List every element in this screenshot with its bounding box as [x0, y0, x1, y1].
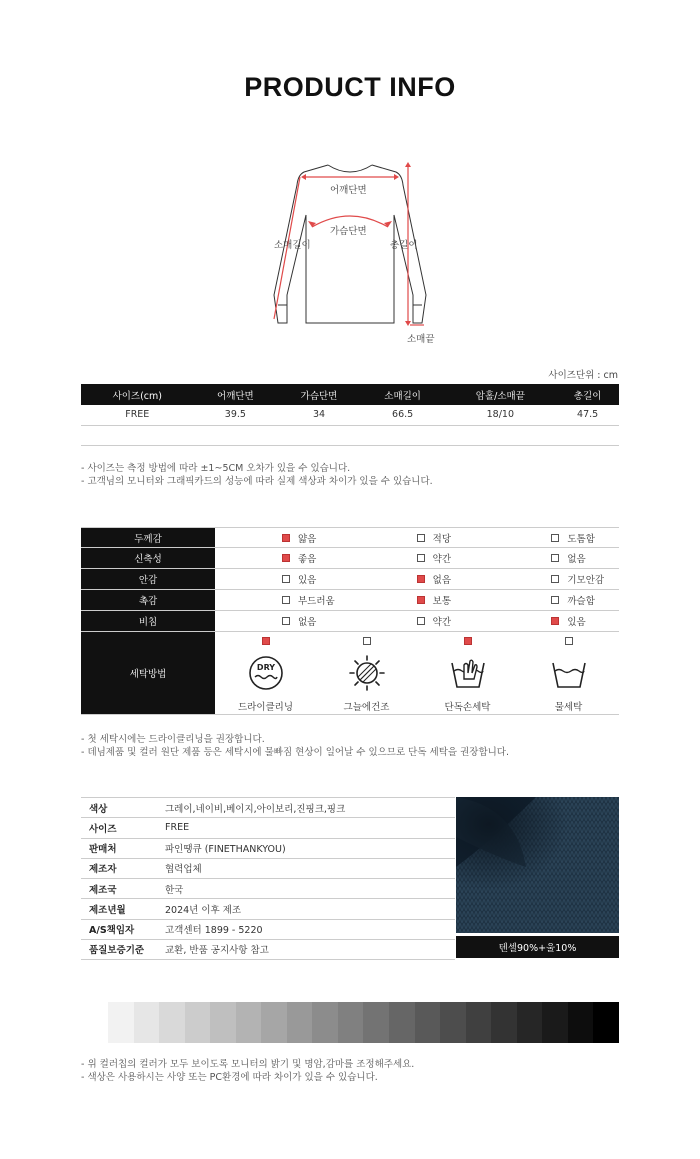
shoulder-label: 어깨단면: [330, 185, 367, 196]
note-line: - 색상은 사용하시는 사양 또는 PC환경에 따라 차이가 있을 수 있습니다.: [81, 1071, 378, 1083]
attribute-option: [484, 611, 619, 631]
option-label: 보통: [432, 596, 452, 607]
note-line: - 고객님의 모니터와 그래픽카드의 성능에 따라 실제 색상과 차이가 있을 수 있습니다.: [81, 475, 433, 487]
table-row: [81, 919, 455, 939]
attribute-label: 신축성: [81, 548, 215, 568]
gray-chip: [415, 1002, 441, 1043]
table-row: [81, 879, 455, 899]
wash-label: 단독손세탁: [444, 702, 491, 713]
attribute-option: [484, 590, 619, 610]
checkbox-icon: [551, 575, 559, 583]
checkbox-icon: [417, 554, 425, 562]
attribute-label: 촉감: [81, 590, 215, 610]
gray-chip: [185, 1002, 211, 1043]
info-key: 품질보증기준: [81, 939, 165, 959]
checkbox-icon: [551, 554, 559, 562]
info-value: 파인땡큐 (FINETHANKYOU): [165, 838, 455, 858]
table-row: [81, 939, 455, 959]
gray-chip: [517, 1002, 543, 1043]
info-value: 그레이,네이비,베이지,아이보리,진핑크,핑크: [165, 798, 455, 818]
info-key: 제조자: [81, 858, 165, 878]
info-value: 교환, 반품 공지사항 참고: [165, 939, 455, 959]
option-label: 있음: [567, 617, 586, 628]
size-cell: 47.5: [556, 405, 619, 425]
size-unit: 사이즈단위 : cm: [548, 370, 618, 381]
info-value: 한국: [165, 879, 455, 899]
attribute-option: [350, 569, 485, 589]
checkbox-icon: [282, 575, 290, 583]
size-table-header: [81, 384, 619, 405]
checkbox-icon: [282, 554, 290, 562]
checkbox-icon: [551, 534, 559, 542]
gray-chip: [440, 1002, 466, 1043]
attribute-option: [484, 569, 619, 589]
attribute-option: [215, 590, 350, 610]
gray-chip: [159, 1002, 185, 1043]
gray-chip: [210, 1002, 236, 1043]
size-header-cell: 소매길이: [361, 384, 445, 405]
size-header-cell: 가슴단면: [277, 384, 361, 405]
size-cell: 66.5: [361, 405, 445, 425]
bottom-notes: [81, 1059, 414, 1084]
wash-method: [215, 632, 316, 714]
info-value: 협력업체: [165, 858, 455, 878]
checkbox-icon: [551, 596, 559, 604]
attribute-option: [350, 548, 485, 568]
fabric-swatch-image: [456, 797, 619, 933]
attribute-option: [215, 569, 350, 589]
size-header-cell: 총길이: [556, 384, 619, 405]
size-table: [81, 384, 619, 426]
dry-clean-icon: [246, 653, 286, 693]
option-label: 없음: [567, 554, 586, 565]
gray-chip: [363, 1002, 389, 1043]
table-row: [81, 899, 455, 919]
attribute-row-thickness: [81, 527, 619, 548]
attribute-row-washing: [81, 632, 619, 715]
note-line: - 데님제품 및 컬러 원단 제품 등은 세탁시에 물빠짐 현상이 일어날 수 있으므로 단독 세탁을 권장합니다.: [81, 746, 510, 758]
note-line: - 사이즈는 측정 방법에 따라 ±1~5CM 오차가 있을 수 있습니다.: [81, 463, 351, 474]
gray-chip: [287, 1002, 313, 1043]
checkbox-icon: [417, 534, 425, 542]
checkbox-icon: [417, 596, 425, 604]
attribute-option: [215, 548, 350, 568]
gray-chip: [338, 1002, 364, 1043]
option-label: 있음: [298, 575, 317, 586]
option-label: 부드러움: [298, 596, 335, 607]
info-key: 판매처: [81, 838, 165, 858]
gray-chip: [389, 1002, 415, 1043]
size-header-cell: 암홀/소매끝: [444, 384, 556, 405]
attribute-option: [350, 611, 485, 631]
gray-chip: [568, 1002, 594, 1043]
attribute-label: 비침: [81, 611, 215, 631]
attribute-row-lining: [81, 569, 619, 590]
page-title: PRODUCT INFO: [244, 72, 456, 102]
info-key: 제조국: [81, 879, 165, 899]
composition-badge: 텐셀90%+울10%: [456, 936, 619, 958]
wash-label: 그늘에건조: [343, 702, 390, 713]
attribute-option: [350, 528, 485, 547]
gray-chip: [312, 1002, 338, 1043]
attribute-label: 세탁방법: [81, 632, 215, 714]
attribute-row-stretch: [81, 548, 619, 569]
info-value: FREE: [165, 818, 455, 838]
note-line: - 위 컬러칩의 컬러가 모두 보이도록 모니터의 밝기 및 명암,감마를 조정해주세요.: [81, 1059, 415, 1070]
shade-dry-icon: [347, 653, 387, 693]
table-row: [81, 858, 455, 878]
attribute-option: [215, 611, 350, 631]
product-info-table: [81, 797, 455, 960]
checkbox-icon: [417, 575, 425, 583]
info-value: 고객센터 1899 - 5220: [165, 919, 455, 939]
checkbox-icon: [565, 637, 573, 645]
size-cell: FREE: [81, 405, 194, 425]
info-value: 2024년 이후 제조: [165, 899, 455, 919]
table-row: [81, 798, 455, 818]
knit-texture-icon: [456, 797, 619, 933]
size-cell: 18/10: [444, 405, 556, 425]
attribute-option: [215, 528, 350, 547]
option-label: 얇음: [298, 533, 317, 545]
option-label: 도톰함: [567, 533, 595, 545]
checkbox-icon: [363, 637, 371, 645]
table-row: [81, 818, 455, 838]
option-label: 없음: [432, 575, 452, 586]
table-row: [81, 838, 455, 858]
gray-chip: [542, 1002, 568, 1043]
wash-label: 드라이클리닝: [237, 702, 294, 713]
info-key: 사이즈: [81, 818, 165, 838]
gray-chip: [134, 1002, 160, 1043]
size-notes: [81, 463, 433, 488]
size-header-cell: 사이즈(cm): [81, 384, 194, 405]
attribute-table: [81, 527, 619, 715]
chest-label: 가슴단면: [330, 226, 367, 237]
option-label: 약간: [432, 617, 452, 628]
option-label: 좋음: [298, 554, 317, 565]
dry-text: DRY: [256, 663, 275, 672]
hand-wash-icon: [448, 653, 488, 693]
gray-scale-chart: [108, 1002, 619, 1043]
option-label: 기모안감: [567, 575, 605, 586]
attribute-label: 두께감: [81, 528, 215, 547]
checkbox-icon: [464, 637, 472, 645]
sleeve-length-label: 소매길이: [274, 240, 311, 251]
attribute-label: 안감: [81, 569, 215, 589]
option-label: 적당: [432, 533, 452, 545]
size-header-cell: 어깨단면: [194, 384, 278, 405]
wash-method: [518, 632, 619, 714]
size-cell: 34: [277, 405, 361, 425]
gray-chip: [236, 1002, 262, 1043]
attribute-row-sheerness: [81, 611, 619, 632]
gray-chip: [466, 1002, 492, 1043]
garment-diagram: [260, 155, 440, 345]
checkbox-icon: [282, 534, 290, 542]
attribute-option: [484, 528, 619, 547]
note-line: - 첫 세탁시에는 드라이클리닝을 권장합니다.: [81, 734, 265, 745]
checkbox-icon: [282, 596, 290, 604]
attribute-option: [484, 548, 619, 568]
size-cell: 39.5: [194, 405, 278, 425]
wash-method: [417, 632, 518, 714]
water-wash-icon: [549, 653, 589, 693]
checkbox-icon: [262, 637, 270, 645]
total-length-label: 총길이: [390, 240, 418, 251]
gray-chip: [261, 1002, 287, 1043]
attribute-option: [350, 590, 485, 610]
option-label: 약간: [432, 554, 452, 565]
attribute-row-texture: [81, 590, 619, 611]
checkbox-icon: [551, 617, 559, 625]
info-key: A/S책임자: [81, 919, 165, 939]
gray-chip: [108, 1002, 134, 1043]
wash-notes: [81, 734, 509, 759]
wash-method: [316, 632, 417, 714]
wash-label: 물세탁: [554, 702, 583, 713]
table-row: [81, 405, 619, 425]
size-table-empty-row: [81, 425, 619, 446]
option-label: 없음: [298, 617, 317, 628]
gray-chip: [593, 1002, 619, 1043]
option-label: 까슬함: [567, 596, 595, 607]
checkbox-icon: [417, 617, 425, 625]
cuff-label: 소매끝: [407, 334, 435, 345]
gray-chip: [491, 1002, 517, 1043]
info-key: 색상: [81, 798, 165, 818]
checkbox-icon: [282, 617, 290, 625]
info-key: 제조년월: [81, 899, 165, 919]
